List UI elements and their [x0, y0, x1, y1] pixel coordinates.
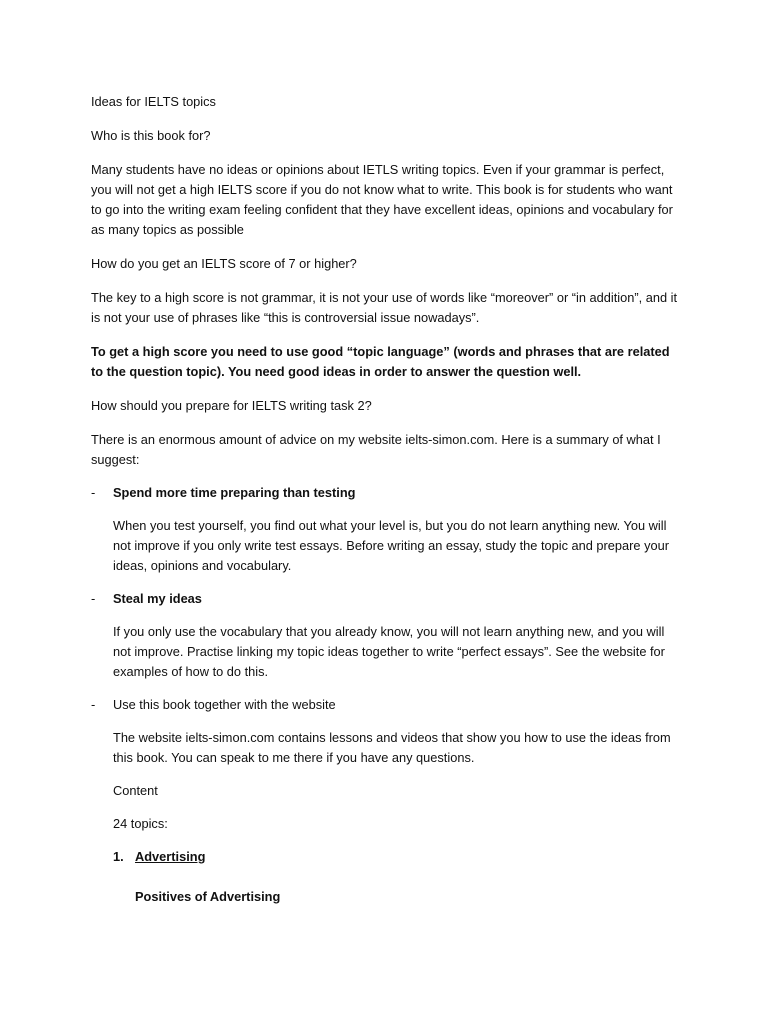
question-how-score-7: How do you get an IELTS score of 7 or higher? — [91, 256, 357, 271]
advice-paragraph: There is an enormous amount of advice on my website ielts-simon.com. Here is a summary of what I suggest: — [91, 432, 661, 467]
bullet-dash: - — [91, 485, 96, 500]
key-paragraph: The key to a high score is not grammar, it is not your use of words like “moreover” or “in addition”, and it is not your use of phrases like “this is controversial issue nowadays”. — [91, 290, 678, 325]
bullet-item — [91, 589, 678, 609]
topics-count: 24 topics: — [113, 816, 168, 831]
bullet-body: If you only use the vocabulary that you already know, you will not learn anything new, and you will not improve. Practise linking my topic ideas together to write “perfect essays”. See the website for examples of how to do this. — [113, 624, 665, 679]
topic-number: 1. — [113, 849, 124, 864]
bullet-item — [91, 695, 678, 715]
bullet-body: When you test yourself, you find out what your level is, but you do not learn anything new. You will not improve if you only write test essays. Before writing an essay, study the topic and prepare your ideas, opinions and vocabulary. — [113, 518, 669, 573]
bullet-dash: - — [91, 591, 96, 606]
intro-paragraph: Many students have no ideas or opinions about IETLS writing topics. Even if your grammar is perfect, you will not get a high IELTS score if you do not know what to write. This book is for students who want to go into the writing exam feeling confident that they have excellent ideas, opinions and vocabulary for as many topics as possible — [91, 162, 673, 237]
bullet-body: The website ielts-simon.com contains lessons and videos that show you how to use the ideas from this book. You can speak to me there if you have any questions. — [113, 730, 671, 765]
bullet-dash: - — [91, 697, 96, 712]
document-title: Ideas for IELTS topics — [91, 94, 216, 109]
bullet-item — [91, 483, 678, 503]
topic-subheading: Positives of Advertising — [135, 889, 281, 904]
topic-item — [91, 847, 678, 867]
topic-title: Advertising — [135, 849, 206, 864]
bullet-heading: Steal my ideas — [113, 591, 202, 606]
content-label: Content — [113, 783, 158, 798]
question-how-prepare: How should you prepare for IELTS writing task 2? — [91, 398, 372, 413]
bullet-heading: Use this book together with the website — [113, 697, 336, 712]
question-who-is-book-for: Who is this book for? — [91, 128, 211, 143]
bullet-heading: Spend more time preparing than testing — [113, 485, 356, 500]
bold-topic-language-paragraph: To get a high score you need to use good “topic language” (words and phrases that are related to the question topic). You need good ideas in order to answer the question well. — [91, 344, 670, 379]
